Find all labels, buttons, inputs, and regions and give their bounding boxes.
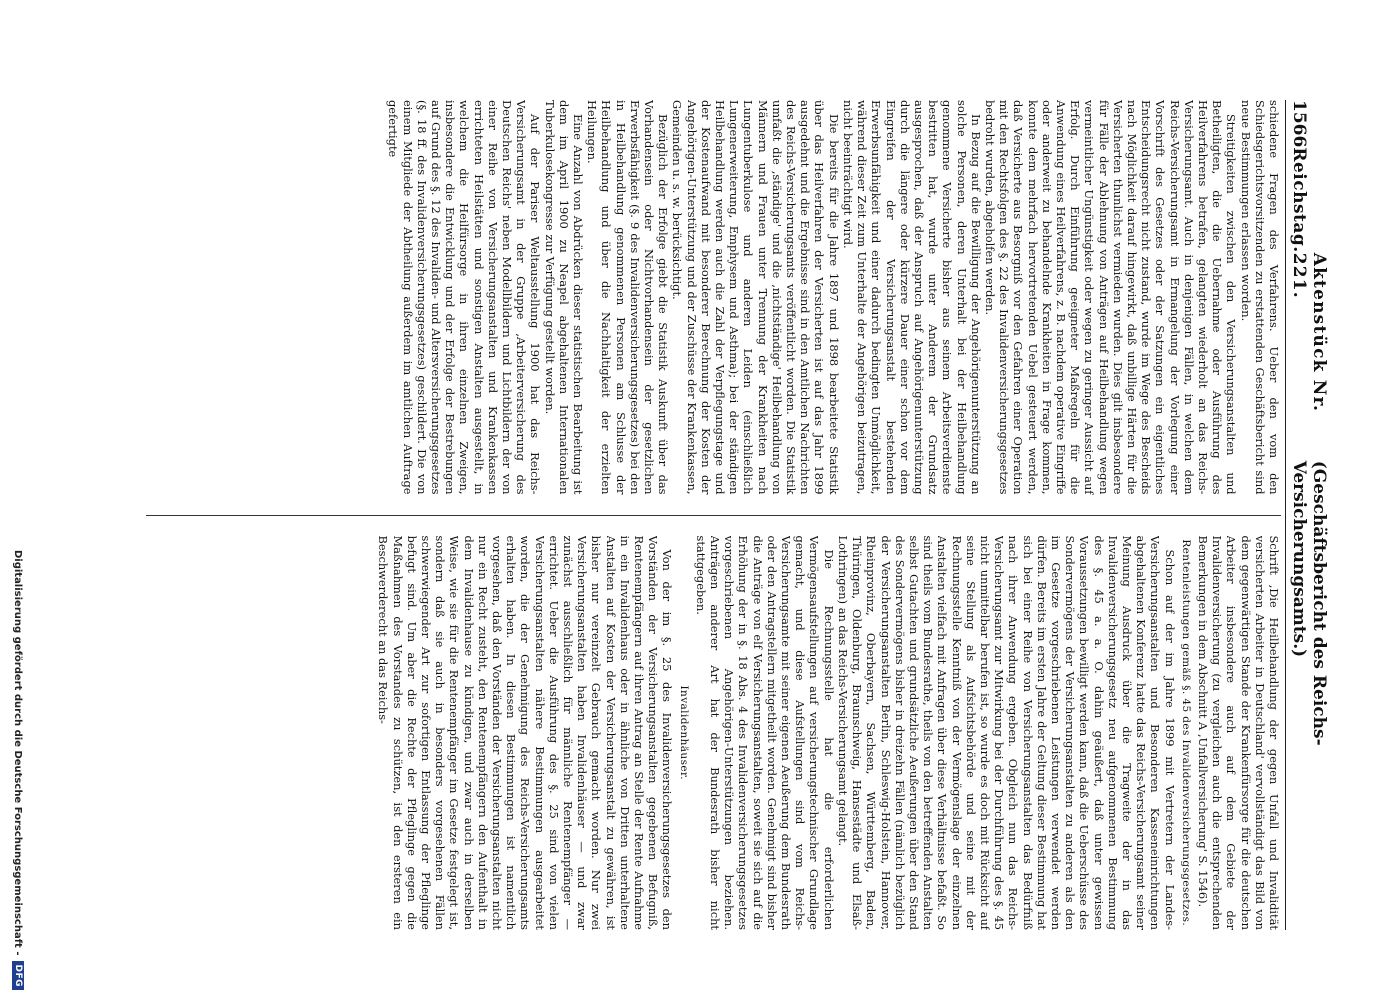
digitization-footer — [7, 0, 29, 1000]
left-paragraph-7: Auf der Pariser Weltausstellung 1900 hat das Reichs-Versicherungsamt in der Gruppe ‚Arbeiterversicherung des Deutschen Reichs' neben Modellbildern und Lichtbildern der von einer Reihe von Versicherungsanstalten und Krankenkassen errichteten Heilstätten und sonstigen Anstalten ausgestellt, in welchem die Heilfürsorge in ihren einzelnen Zweigen, insbesondere die Entwicklung und der Erfolge der Bestrebungen auf Grund des §. 12 des Invaliden- und Altersversicherungsgesetzes (§. 18 ff. des Invalidenversicherungsgesetzes) geschildert. Die von einem Mitgliede der Abtheilung außerdem im amtlichen Auftrage gefertigte — [386, 100, 543, 495]
dfg-logo-icon: DFG — [12, 961, 24, 990]
left-paragraph-5: Bezüglich der Erfolge giebt die Statistik Auskunft über das Vorhandensein oder Nichtvorhandensein der gesetzlichen Erwerbsfähigkeit (§. 9 des Invalidenversicherungsgesetzes) bei den in Heilbehandlung genommenen Personen am Schlusse der Heilbehandlung und über die Nachhaltigkeit der erzielten Heilungen. — [585, 100, 671, 495]
digitization-credit: Digitalisierung gefördert durch die Deutsche Forschungsgemeinschaft - — [12, 549, 24, 956]
left-paragraph-4: Die bereits für die Jahre 1897 und 1898 bearbeitete Statistik über das Heilverfahren der Versicherten ist auf das Jahr 1899 ausgedehnt und die Ergebnisse sind in den Amtlichen Nachrichten des Reichs-Versicherungsamts veröffentlicht worden. Die Statistik umfaßt die ‚ständige' und die ‚nichtständige' Heilbehandlung von Männern und Frauen unter Trennung der Krankheiten nach Lungentuberkulose und anderen Leiden (einschließlich Lungenerweiterung, Emphysem und Asthma); bei der ständigen Heilbehandlung werden auch die Zahl der Verpflegungstage und der Kostenaufwand mit besonderer Berechnung der Kosten der Angehörigen-Unterstützung und der Zuschüsse der Krankenkassen, Gemeinden u. s. w. berücksichtigt. — [670, 100, 841, 495]
left-column — [146, 100, 1281, 495]
right-paragraph-4: Von der im §. 25 des Invalidenversicherungsgesetzes den Vorständen der Versicherungsanstalten gegebenen Befugniß, Rentenempfängern auf ihren Antrag an Stelle der Rente Aufnahme in ein Invalidenhaus oder in ähnliche von Dritten unterhaltene Anstalten auf Kosten der Versicherungsanstalt zu gewähren, ist bisher nur vereinzelt Gebrauch gemacht worden. Nur zwei Versicherungsanstalten haben Invalidenhäuser — und zwar zunächst ausschließlich für männliche Rentenempfänger — errichtet. Ueber die Ausführung des §. 25 sind von vielen Versicherungsanstalten nähere Bestimmungen ausgearbeitet worden, die der Genehmigung des Reichs-Versicherungsamts erhalten haben. In diesen Bestimmungen ist namentlich vorgesehen, daß den Vorständen der Versicherungsanstalten nicht nur ein Recht zusteht, den Rentenempfängern den Aufenthalt in dem Invalidenhause zu kündigen, und zwar auch in derselben Weise, wie sie für die Rentenempfänger im Gesetze festgelegt ist, sondern daß sie auch in besonders vorgesehenen Fällen schwerwiegender Art zur sofortigen Entlassung der Pfleglinge befugt sind. Um aber die Rechte der Pfleglinge gegen die Maßnahmen des Vorstandes zu schützen, ist den ersteren ein Beschwerderecht an das Reichs- — [376, 535, 675, 930]
left-paragraph-3: In Bezug auf die Bewilligung der Angehörigenunterstützung an solche Personen, deren Unterhalt bei der Heilbehandlung genommene Versicherte bisher aus seinem Arbeitsverdienste bestritten hat, wurde unter Anderem der Grundsatz ausgesprochen, daß der Anspruch auf Angehörigenunterstützung durch die längere oder kürzere Dauer einer schon vor dem Eingreifen der Versicherungsanstalt bestehenden Erwerbsunfähigkeit und einer dadurch bedingten Unmöglichkeit, während dieser Zeit zum Unterhalte der Angehörigen beizutragen, nicht beeinträchtigt wird. — [840, 100, 983, 495]
column-divider — [146, 515, 1281, 516]
document-reference: Aktenstück Nr. 221. — [1289, 252, 1329, 413]
left-paragraph-1: schiedene Fragen des Verfahrens. Ueber den vom den Schiedsgerichtsvorsitzenden zu erstattenden Geschäftsbericht sind neue Bestimmungen erlassen worden. — [1238, 100, 1281, 495]
page-number: 1566 — [1289, 100, 1309, 148]
page-subtitle: (Geschäftsbericht des Reichs-Versicherungsamts.) — [1289, 460, 1329, 746]
right-paragraph-2: Schon auf der im Jahre 1899 mit Vertretern der Landes-Versicherungsanstalten und Besonderen Kasseneinrichtungen abgehaltenen Konferenz hatte das Reichs-Versicherungsamt seiner Meinung Ausdruck über die Tragweite der in das Invalidenversicherungsgesetz neu aufgenommenen Bestimmung des §. 45 a. a. O. dahin geäußert, daß unter gewissen Voraussetzungen bewilligt werden kann, daß die Ueberschüsse des Sondervermögens der Versicherungsanstalten zu anderen als den im Gesetze vorgeschriebenen Leistungen verwendet werden dürfen. Bereits im ersten Jahre der Geltung dieser Bestimmung hat sich bei einer Reihe von Versicherungsanstalten das Bedürfniß nach ihrer Anwendung ergeben. Obgleich nun das Reichs-Versicherungsamt zur Mitwirkung bei der Durchführung des §. 45 nicht unmittelbar berufen ist, so wurde es doch mit Rücksicht auf seine Stellung als Aufsichtsbehörde und seine mit der Rechnungsstelle Kenntniß von der Vermögenslage der einzelnen Anstalten vielfach mit Anfragen über diese Verhältnisse befaßt. So sind theils vom Bundesrathe, theils von den betreffenden Anstalten selbst Gutachten und grundsätzliche Aeußerungen über den Stand des Sondervermögens bisher in dreizehn Fällen (nämlich bezüglich der Versicherungsanstalten Berlin, Schleswig-Holstein, Hannover, Rheinprovinz, Oberbayern, Sachsen, Württemberg, Baden, Thüringen, Oldenburg, Braunschweig, Hansestädte und Elsaß-Lothringen) an das Reichs-Versicherungsamt gelangt. — [835, 535, 1177, 930]
section-heading-rentenleistungen: Rentenleistungen gemäß §. 45 des Invalidenversicherungsgesetzes. — [1179, 539, 1192, 927]
right-paragraph-1: Schrift ‚Die Heilbehandlung der gegen Unfall und Invalidität versicherten Arbeiter in Deutschland' vervollständigt das Bild von dem gegenwärtigen Stande der Krankenfürsorge für die deutschen Arbeiter insbesondere auch auf dem Gebiete der Invalidenversicherung (zu vergleichen auch die entsprechenden Bemerkungen in dem Abschnitt A ‚Unfallversicherung' S. 1546). — [1195, 535, 1281, 930]
right-paragraph-3: Die Rechnungsstelle hat die erforderlichen Vermögensaufstellungen auf versicherungstechnischer Grundlage gemacht, und diese Aufstellungen sind vom Reichs-Versicherungsamte mit seiner eigenen Aeußerung dem Bundesrath oder den Antragstellern mitgetheilt worden. Genehmigt sind bisher die Anträge von elf Versicherungsanstalten, soweit sie sich auf die Erhöhung der in §. 18 Abs. 4 des Invalidenversicherungsgesetzes vorgeschriebenen Angehörigen-Unterstützungen beziehen. Anträgen anderer Art hat der Bundesrath bisher nicht stattgegeben. — [693, 535, 836, 930]
section-heading-invalidenhaeuser: Invalidenhäuser. — [677, 685, 690, 780]
text-columns — [146, 100, 1281, 930]
left-paragraph-2: Streitigkeiten zwischen den Versicherungsanstalten und Betheiligten, die die Uebernahme oder Ausführung des Heilverfahrens betrafen, gelangten wiederholt an das Reichs-Versicherungsamt. Auch in denjenigen Fällen, in welchen dem Reichs-Versicherungsamt in Ermangelung der Vorlegung einer Vorschrift des Gesetzes oder der Satzungen ein eigentliches Entscheidungsrecht nicht zustand, wurde im Wege des Bescheids nach Möglichkeit darauf hingewirkt, daß unbillige Härten für die Versicherten thunlichst vermieden wurden. Dies gilt insbesondere für Fälle der Ablehnung von Anträgen auf Heilbehandlung wegen vermeintlicher Ungünstigkeit oder wegen zu geringer Aussicht auf Erfolg. Durch Einführung geeigneter Maßregeln für die Anwendung eines Heilverfahrens, z. B. nachdem operative Eingriffe oder anderweit zu behandelnde Krankheiten in Frage kommen, konnte dem mehrfach hervortretenden Uebel gesteuert werden, daß Versicherte aus Besorgniß vor den Gefahren einer Operation mit den Rechtsfolgen des §. 22 des Invalidenversicherungsgesetzes bedroht wurden, abgeholfen werden. — [982, 100, 1239, 495]
page-title: Reichstag. — [1289, 147, 1309, 253]
page-header — [1285, 100, 1329, 930]
right-column — [146, 536, 1281, 931]
left-paragraph-6: Eine Anzahl von Abdrücken dieser statistischen Bearbeitung ist dem im April 1900 zu Neapel abgehaltenen Internationalen Tuberkulosekongresse zur Verfügung gestellt worden. — [542, 100, 586, 495]
